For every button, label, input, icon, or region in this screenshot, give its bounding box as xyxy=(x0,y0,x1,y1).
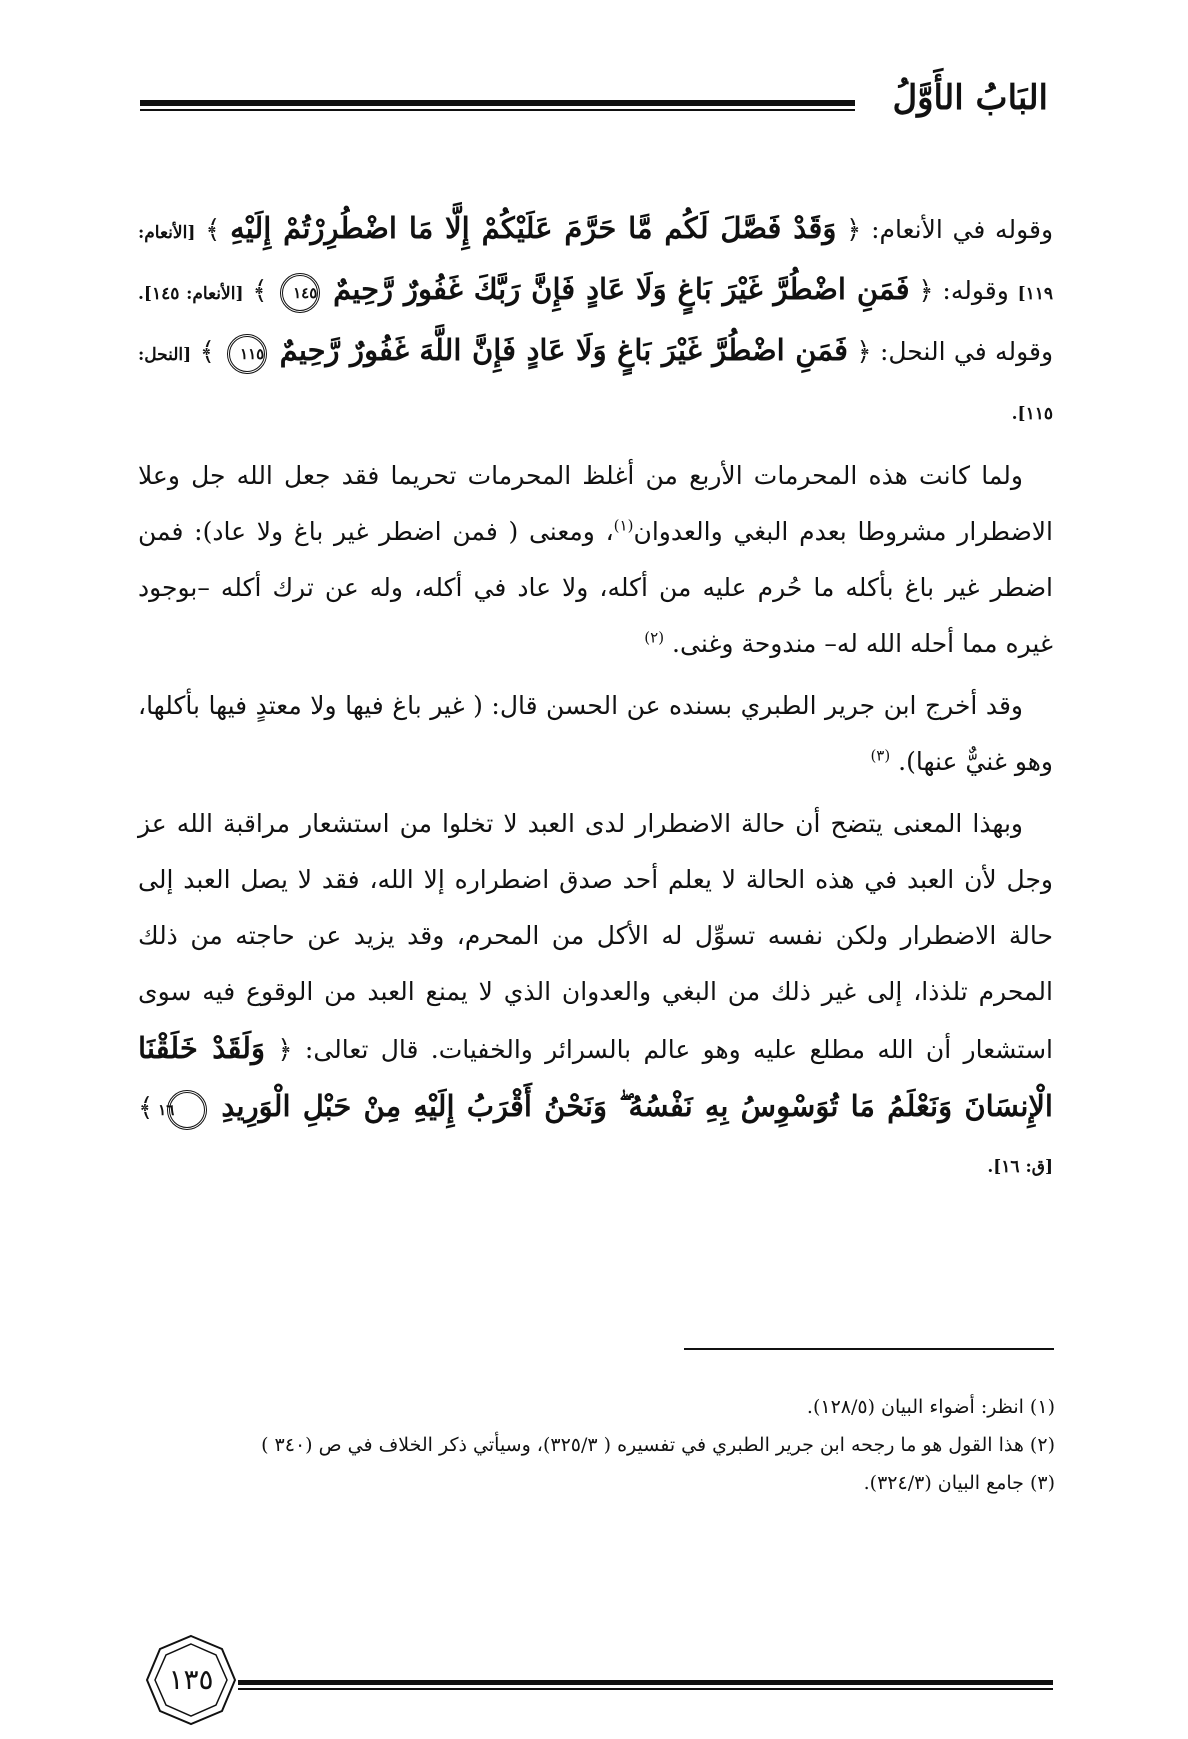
ayah-close-bracket: ﴾ xyxy=(205,215,221,245)
main-text xyxy=(138,200,1053,1201)
ayah-number-115: ١١٥ xyxy=(227,334,267,374)
ayah-open-bracket: ﴿ xyxy=(846,215,862,245)
footnote-3: (٣) جامع البيان (٣٢٤/٣). xyxy=(863,1472,1055,1494)
ayah-nahl-115: فَمَنِ اضْطُرَّ غَيْرَ بَاغٍ وَلَا عَادٍ فَإِنَّ اللَّهَ غَفُورٌ رَّحِيمٌ xyxy=(279,333,848,367)
ayah-close-bracket: ﴾ xyxy=(199,337,215,367)
page-number-ornament xyxy=(143,1632,239,1728)
footnote-separator xyxy=(684,1348,1054,1350)
paragraph-3 xyxy=(138,678,1053,790)
footnote-2: (٢) هذا القول هو ما رجحه ابن جرير الطبري في تفسيره ( ٣٢٥/٣)، وسيأتي ذكر الخلاف في ص (٣٤٠ ) xyxy=(261,1434,1055,1456)
paragraph-2-text-a: ولما كانت هذه المحرمات الأربع من أغلظ المحرمات تحريما فقد جعل الله جل وعلا الاضطرار مشروطا بعدم البغي والعدوان xyxy=(138,461,1053,546)
header-rule xyxy=(140,100,855,111)
intro-anam-119: وقوله في الأنعام: xyxy=(871,215,1054,244)
ayah-close-bracket: ﴾ xyxy=(252,276,268,306)
footnotes xyxy=(140,1388,1055,1502)
intro-anam-145: وقوله: xyxy=(942,276,1009,305)
ayah-number-145: ١٤٥ xyxy=(280,273,320,313)
ayah-open-bracket: ﴿ xyxy=(918,276,934,306)
ayah-anam-145: فَمَنِ اضْطُرَّ غَيْرَ بَاغٍ وَلَا عَادٍ فَإِنَّ رَبَّكَ غَفُورٌ رَّحِيمٌ xyxy=(333,272,910,306)
paragraph-2-text-b: ، ومعنى ( فمن اضطر غير باغ ولا عاد): فمن اضطر غير باغ بأكله ما حُرم عليه من أكله، ولا عاد في أكله، وله عن ترك أكله –بوجود غيره مما أحله الله له– مندوحة وغنى. xyxy=(138,517,1053,658)
footnote-ref-3[interactable]: (٣) xyxy=(870,746,891,765)
citation-qaf-16: [ق: ١٦]. xyxy=(987,1157,1053,1177)
ayah-open-bracket: ﴿ xyxy=(856,337,872,367)
ayah-close-bracket: ﴾ xyxy=(138,1093,154,1123)
footnote-ref-2[interactable]: (٢) xyxy=(644,628,665,647)
footnote-1: (١) انظر: أضواء البيان (١٢٨/٥). xyxy=(806,1396,1055,1418)
paragraph-1 xyxy=(138,200,1053,442)
citation-anam-145: [الأنعام: ١٤٥]. xyxy=(138,284,244,304)
intro-nahl-115: وقوله في النحل: xyxy=(879,337,1054,366)
paragraph-4 xyxy=(138,796,1053,1195)
paragraph-2 xyxy=(138,448,1053,672)
paragraph-4-text: وبهذا المعنى يتضح أن حالة الاضطرار لدى العبد لا تخلوا من استشعار مراقبة الله عز وجل لأن العبد في هذه الحالة لا يعلم أحد صدق اضطراره إلا الله، فقد لا يصل العبد إلى حالة الاضطرار ولكن نفسه تسوِّل له الأكل من المحرم، وقد يزيد عن حاجته من ذلك المحرم تلذذا، إلى غير ذلك من البغي والعدوان الذي لا يمنع العبد من الوقوع فيه سوى استشعار أن الله مطلع عليه وهو عالم بالسرائر والخفيات. قال تعالى: xyxy=(138,809,1053,1064)
ayah-open-bracket: ﴿ xyxy=(277,1035,293,1065)
ayah-anam-119: وَقَدْ فَصَّلَ لَكُم مَّا حَرَّمَ عَلَيْكُمْ إِلَّا مَا اضْطُرِرْتُمْ إِلَيْهِ xyxy=(230,211,837,245)
citation-anam-119: [الأنعام: ١١٩] xyxy=(138,223,1054,304)
citation-nahl-115: [النحل: ١١٥]. xyxy=(138,345,1053,424)
chapter-title: البَابُ الأَوَّلُ xyxy=(892,78,1048,118)
footnote-ref-1[interactable]: (١) xyxy=(613,516,634,535)
ayah-qaf-16: وَلَقَدْ خَلَقْنَا الْإِنسَانَ وَنَعْلَمُ مَا تُوَسْوِسُ بِهِ نَفْسُهُ ۖ وَنَحْنُ أَقْرَبُ إِلَيْهِ مِنْ حَبْلِ الْوَرِيدِ xyxy=(138,1031,1053,1123)
paragraph-3-text: وقد أخرج ابن جرير الطبري بسنده عن الحسن قال: ( غير باغ فيها ولا معتدٍ فيها بأكلها، وهو غنيٌّ عنها). xyxy=(138,691,1053,776)
footer-rule xyxy=(238,1680,1053,1690)
ayah-number-16: ١٦ xyxy=(167,1090,207,1130)
page-number: ١٣٥ xyxy=(168,1663,214,1696)
